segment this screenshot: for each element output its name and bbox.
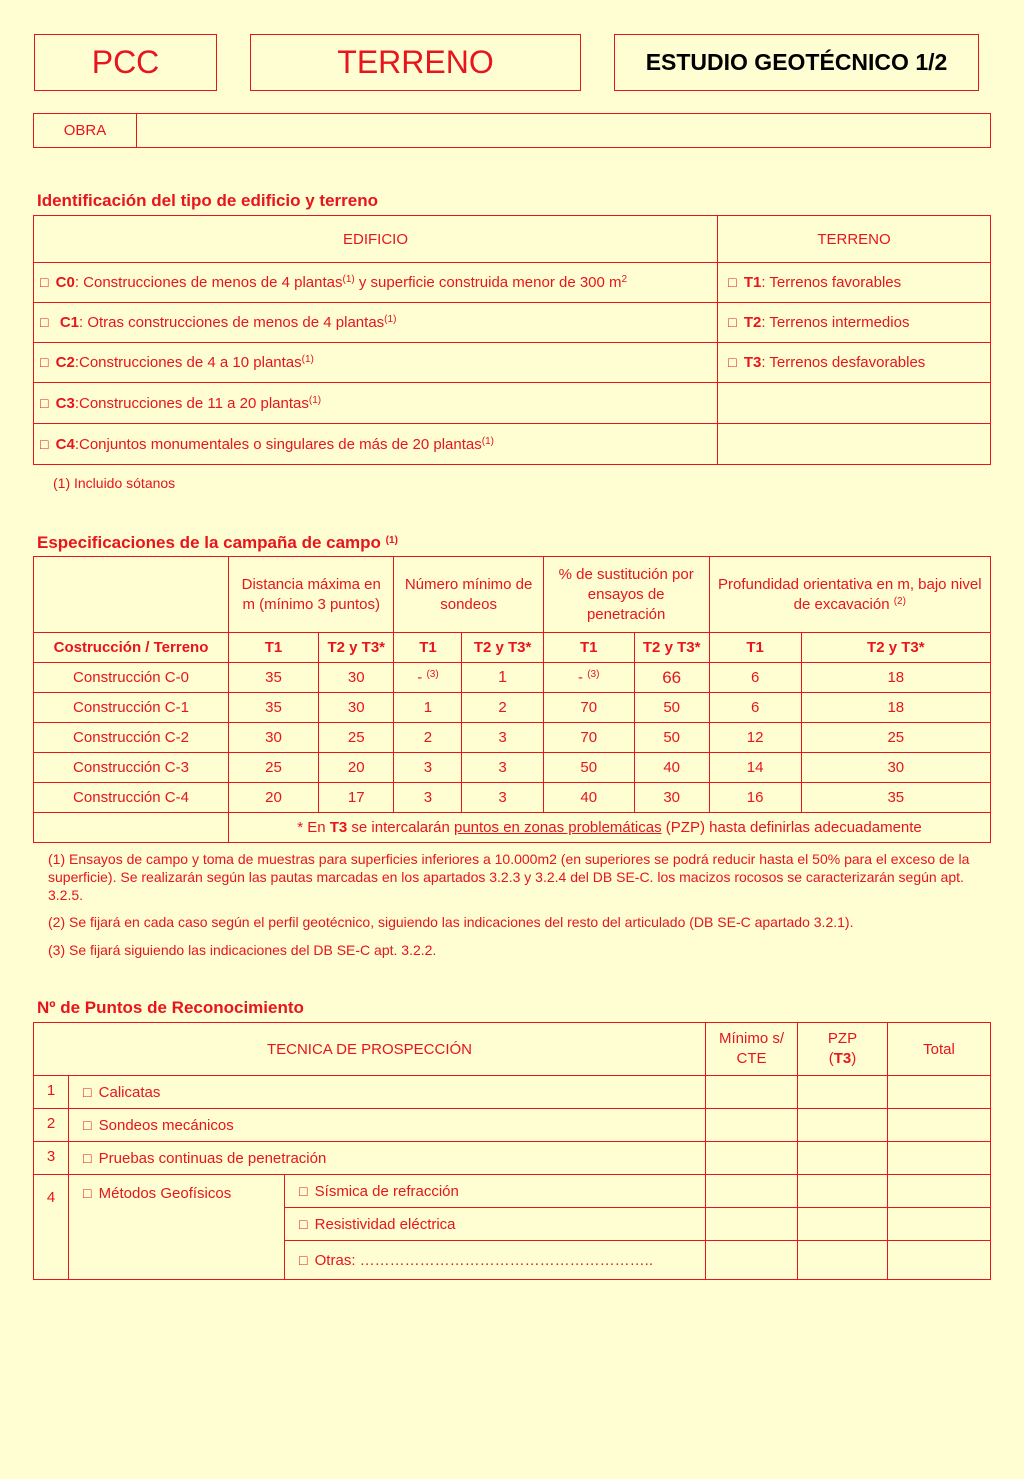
checkbox-icon: □ — [83, 1083, 92, 1100]
row-label: Construcción C-1 — [34, 693, 229, 723]
cell: 1 — [394, 693, 462, 723]
row-number: 4 — [34, 1175, 69, 1280]
cell: 35 — [801, 783, 990, 813]
row-number: 1 — [34, 1076, 69, 1109]
table-row — [34, 663, 991, 693]
col-total: Total — [888, 1023, 991, 1076]
edificio-c3[interactable]: □ C3:Construcciones de 11 a 20 plantas$^{(1)}$ — [34, 383, 718, 424]
cell: 6 — [709, 663, 801, 693]
row-number: 2 — [34, 1109, 69, 1142]
sub-resistividad[interactable]: □ Resistividad eléctrica — [285, 1208, 706, 1241]
tecnica-calicatas[interactable]: □ Calicatas — [69, 1076, 706, 1109]
cell: 70 — [543, 723, 634, 753]
group-distancia: Distancia máxima en m (mínimo 3 puntos) — [229, 557, 394, 633]
cell: 18 — [801, 693, 990, 723]
cell: 35 — [229, 693, 319, 723]
row-number: 3 — [34, 1142, 69, 1175]
cell: - $^{(3)}$ — [394, 663, 462, 693]
cell: 6 — [709, 693, 801, 723]
cell: 18 — [801, 663, 990, 693]
minimo-input[interactable] — [706, 1175, 798, 1208]
cell: 17 — [319, 783, 394, 813]
section2-note-1: (1) Ensayos de campo y toma de muestras para superficies inferiores a 10.000m2 (en superiores se podrá reducir hasta el 50% para el exceso de la superficie). Se realizarán según las pautas marcadas en los apartados 3.2.3 y 3.2.4 del DB SE-C. los macizos rocosos se caracterizarán según apt. 3.2.5. — [48, 851, 970, 903]
minimo-input[interactable] — [706, 1076, 798, 1109]
obra-table — [33, 113, 991, 148]
corner-label: Costrucción / Terreno — [34, 633, 229, 663]
cell: 2 — [394, 723, 462, 753]
pcc-box — [34, 34, 217, 91]
section1-title: Identificación del tipo de edificio y terreno — [37, 191, 378, 210]
cell: 66 — [634, 663, 709, 693]
col-pzp: PZP (T3) — [798, 1023, 888, 1076]
cell: 40 — [634, 753, 709, 783]
sub-t23: T2 y T3* — [634, 633, 709, 663]
cell: 25 — [801, 723, 990, 753]
edificio-c1[interactable]: □ C1: Otras construcciones de menos de 4 plantas$^{(1)}$ — [34, 303, 718, 343]
section2-title: Especificaciones de la campaña de campo $^{(1)}$ — [37, 533, 398, 552]
cell: 40 — [543, 783, 634, 813]
cell: 2 — [462, 693, 543, 723]
edificio-c0[interactable]: □ C0: Construcciones de menos de 4 plantas$^{(1)}$ y superficie construida menor de 300 $m^2$ — [34, 263, 718, 303]
cell: 50 — [634, 723, 709, 753]
edificio-c4[interactable]: □ C4:Conjuntos monumentales o singulares de más de 20 plantas$^{(1)}$ — [34, 424, 718, 465]
checkbox-icon: □ — [40, 435, 49, 452]
total-input[interactable] — [888, 1142, 991, 1175]
cell: 30 — [634, 783, 709, 813]
checkbox-icon: □ — [299, 1215, 308, 1232]
checkbox-icon: □ — [40, 354, 49, 370]
cell: 50 — [634, 693, 709, 723]
checkbox-icon: □ — [299, 1251, 308, 1268]
cell: 3 — [462, 723, 543, 753]
pzp-input[interactable] — [798, 1109, 888, 1142]
row-label: Construcción C-3 — [34, 753, 229, 783]
sub-otras[interactable]: □ Otras: ………………………………………………….. — [285, 1241, 706, 1280]
col-minimo: Mínimo s/ CTE — [706, 1023, 798, 1076]
row-label: Construcción C-0 — [34, 663, 229, 693]
minimo-input[interactable] — [706, 1109, 798, 1142]
section2-note-3: (3) Se fijará siguiendo las indicaciones del DB SE-C apt. 3.2.2. — [48, 942, 437, 958]
cell: 30 — [229, 723, 319, 753]
cell: 16 — [709, 783, 801, 813]
cell: 30 — [319, 693, 394, 723]
campaign-table — [33, 556, 991, 843]
sub-t23: T2 y T3* — [319, 633, 394, 663]
section2-note-2: (2) Se fijará en cada caso según el perfil geotécnico, siguiendo las indicaciones del resto del articulado (DB SE-C apartado 3.2.1). — [48, 914, 854, 930]
cell: - $^{(3)}$ — [543, 663, 634, 693]
cell: 50 — [543, 753, 634, 783]
section1-note: (1) Incluido sótanos — [53, 475, 176, 491]
minimo-input[interactable] — [706, 1241, 798, 1280]
table-row — [34, 783, 991, 813]
section3-title: Nº de Puntos de Reconocimiento — [37, 998, 304, 1017]
tecnica-pruebas[interactable]: □ Pruebas continuas de penetración — [69, 1142, 706, 1175]
cell: 30 — [801, 753, 990, 783]
checkbox-icon: □ — [83, 1116, 92, 1133]
checkbox-icon: □ — [40, 274, 49, 290]
col-edificio: EDIFICIO — [34, 216, 718, 263]
row-label: Construcción C-4 — [34, 783, 229, 813]
obra-field[interactable] — [137, 114, 991, 148]
pcc-label: PCC — [91, 44, 160, 80]
cell: 3 — [462, 783, 543, 813]
terreno-t2[interactable]: □ T2: Terrenos intermedios — [718, 303, 991, 343]
estudio-title: ESTUDIO GEOTÉCNICO 1/2 — [645, 49, 948, 75]
total-input[interactable] — [888, 1208, 991, 1241]
checkbox-icon: □ — [299, 1182, 308, 1199]
pzp-input[interactable] — [798, 1208, 888, 1241]
cell: 3 — [394, 753, 462, 783]
sub-t1: T1 — [229, 633, 319, 663]
table-row — [34, 723, 991, 753]
table-row — [34, 693, 991, 723]
col-tecnica: TECNICA DE PROSPECCIÓN — [34, 1023, 706, 1076]
checkbox-icon: □ — [728, 274, 737, 290]
pzp-input[interactable] — [798, 1076, 888, 1109]
col-terreno: TERRENO — [718, 216, 991, 263]
sub-t1: T1 — [543, 633, 634, 663]
terreno-empty — [718, 383, 991, 424]
checkbox-icon: □ — [83, 1149, 92, 1166]
pzp-input[interactable] — [798, 1175, 888, 1208]
cell: 30 — [319, 663, 394, 693]
footer-empty — [34, 813, 229, 843]
row-label: Construcción C-2 — [34, 723, 229, 753]
cell: 12 — [709, 723, 801, 753]
checkbox-icon: □ — [40, 394, 49, 411]
sub-t1: T1 — [709, 633, 801, 663]
checkbox-icon: □ — [83, 1185, 92, 1201]
sub-t1: T1 — [394, 633, 462, 663]
total-input[interactable] — [888, 1109, 991, 1142]
sub-t23: T2 y T3* — [801, 633, 990, 663]
terreno-t3[interactable]: □ T3: Terrenos desfavorables — [718, 343, 991, 383]
terreno-empty — [718, 424, 991, 465]
edificio-c2[interactable]: □ C2:Construcciones de 4 a 10 plantas$^{(1)}$ — [34, 343, 718, 383]
total-input[interactable] — [888, 1241, 991, 1280]
terreno-label: TERRENO — [337, 44, 494, 80]
group-profundidad: Profundidad orientativa en m, bajo nivel de excavación $^{(2)}$ — [709, 557, 990, 633]
checkbox-icon: □ — [728, 354, 737, 370]
terreno-t1[interactable]: □ T1: Terrenos favorables — [718, 263, 991, 303]
checkbox-icon: □ — [728, 314, 737, 330]
corner-empty — [34, 557, 229, 633]
checkbox-icon: □ — [40, 314, 49, 330]
sub-sismica[interactable]: □ Sísmica de refracción — [285, 1175, 706, 1208]
pzp-input[interactable] — [798, 1142, 888, 1175]
cell: 20 — [229, 783, 319, 813]
cell: 14 — [709, 753, 801, 783]
recognition-table — [33, 1022, 991, 1280]
group-sondeos: Número mínimo de sondeos — [394, 557, 543, 633]
minimo-input[interactable] — [706, 1208, 798, 1241]
group-sustitucion: % de sustitución por ensayos de penetración — [543, 557, 709, 633]
tecnica-geofisicos[interactable]: □ Métodos Geofísicos — [69, 1175, 285, 1280]
cell: 3 — [394, 783, 462, 813]
cell: 25 — [229, 753, 319, 783]
table-row — [34, 753, 991, 783]
cell: 35 — [229, 663, 319, 693]
cell: 3 — [462, 753, 543, 783]
total-input[interactable] — [888, 1076, 991, 1109]
sub-t23: T2 y T3* — [462, 633, 543, 663]
estudio-box — [614, 34, 979, 91]
cell: 70 — [543, 693, 634, 723]
pzp-input[interactable] — [798, 1241, 888, 1280]
terreno-box — [250, 34, 581, 91]
t3-footnote: * En T3 se intercalarán puntos en zonas problemáticas (PZP) hasta definirlas adecuadamente — [229, 813, 991, 843]
tecnica-sondeos[interactable]: □ Sondeos mecánicos — [69, 1109, 706, 1142]
cell: 20 — [319, 753, 394, 783]
obra-label: OBRA — [34, 114, 137, 148]
cell: 25 — [319, 723, 394, 753]
cell: 1 — [462, 663, 543, 693]
building-terrain-table — [33, 215, 991, 465]
minimo-input[interactable] — [706, 1142, 798, 1175]
total-input[interactable] — [888, 1175, 991, 1208]
